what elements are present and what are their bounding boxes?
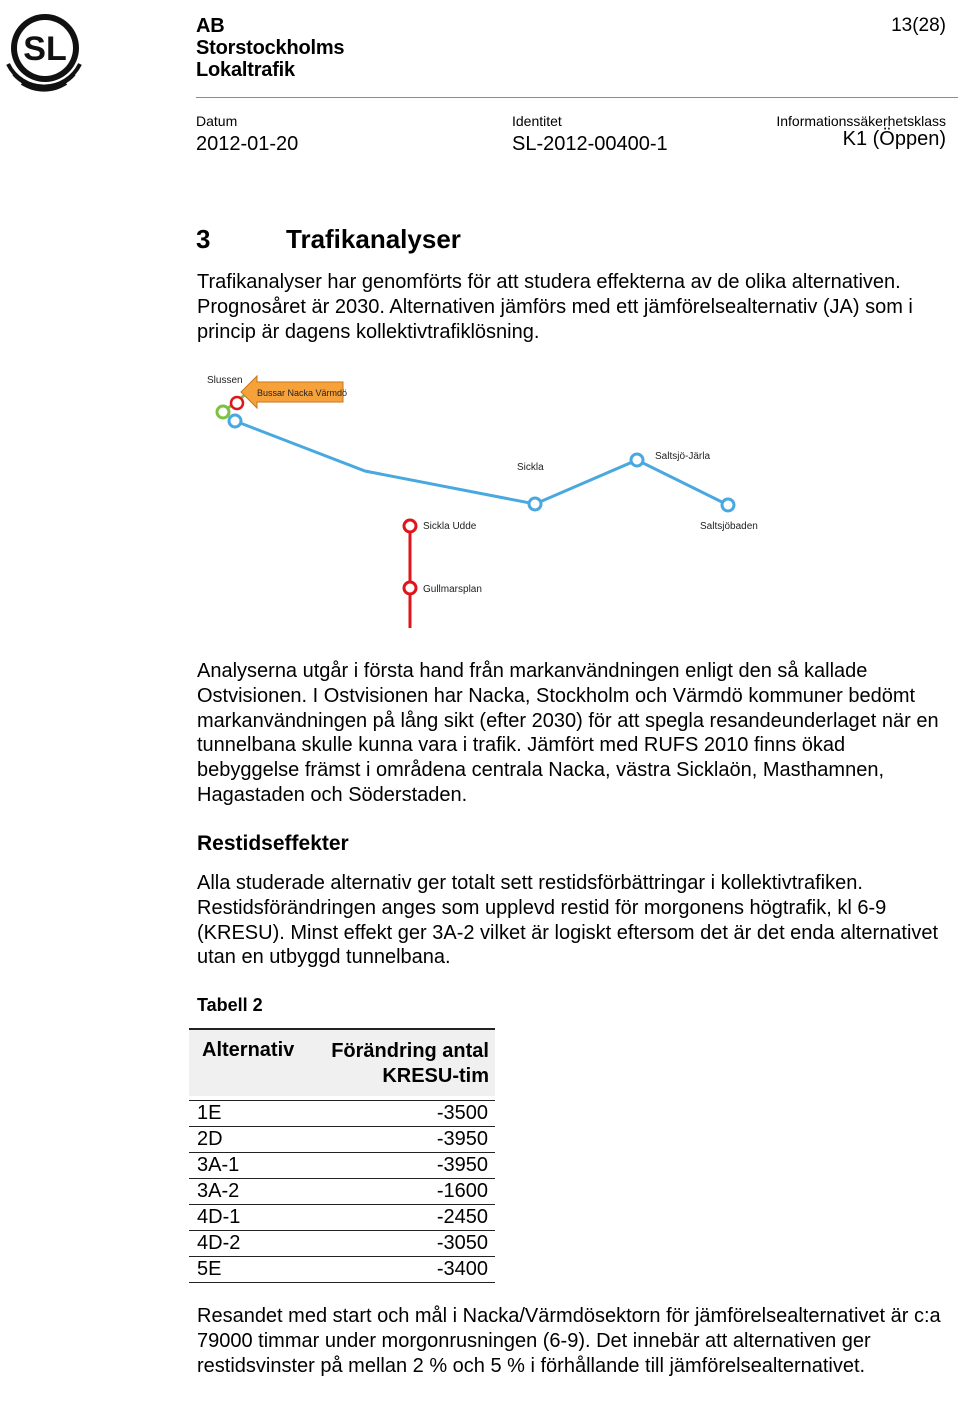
classification-label: Informationssäkerhetsklass [776, 113, 946, 129]
kresu-table [189, 1028, 495, 1283]
table-row [189, 1179, 495, 1205]
station-sickla-udde [404, 520, 416, 532]
cell-value: -1600 [436, 1180, 488, 1202]
paragraph-restid: Alla studerade alternativ ger totalt sett restidsförbättringar i kollektivtrafiken. Restidsförändringen anges som upplevd restid för morgonens högtrafik, kl 6-9 (KRESU). Minst effekt ger 3A-2 vilket är logiskt eftersom det är det enda alternativet utan en utbyggd tunnelbana. [197, 872, 939, 969]
header-alternativ: Alternativ [202, 1039, 295, 1061]
table-row [189, 1257, 495, 1283]
table-row [189, 1100, 495, 1127]
subheading-restidseffekter: Restidseffekter [197, 832, 349, 855]
paragraph-resandet: Resandet med start och mål i Nacka/Värmdösektorn för jämförelsealternativet är c:a 79000 timmar under morgonrusningen (6-9). Det innebär att alternativen ger restidsvinster på mellan 2 % och 5 % i förhållande till jämförelsealternativet. [197, 1305, 941, 1377]
station-slussen-blue [229, 415, 241, 427]
cell-alternativ: 4D-2 [197, 1232, 241, 1254]
org-line-1: AB [196, 15, 225, 37]
svg-text:SL: SL [23, 30, 67, 68]
table-header [189, 1028, 495, 1096]
intro-paragraph: Trafikanalyser har genomförts för att studera effekterna av de olika alternativen. Prognosåret är 2030. Alternativen jämförs med ett jämförelsealternativ (JA) som i princip är dagens kollektivtrafiklösning. [197, 271, 913, 343]
label-gullmarsplan: Gullmarsplan [423, 584, 482, 595]
header-forandring [331, 1039, 489, 1089]
label-sickla: Sickla [517, 462, 544, 473]
station-slussen-red [231, 397, 243, 409]
section-heading [196, 224, 461, 255]
org-line-3: Lokaltrafik [196, 59, 295, 81]
table-row [189, 1205, 495, 1231]
classification-value: K1 (Öppen) [842, 128, 946, 150]
label-saltsjo-jarla: Saltsjö-Järla [655, 451, 711, 462]
page-number: 13(28) [891, 15, 946, 36]
org-line-2: Storstockholms [196, 37, 345, 59]
cell-value: -3500 [436, 1102, 488, 1124]
cell-alternativ: 3A-2 [197, 1180, 240, 1202]
cell-value: -3950 [436, 1128, 488, 1150]
station-sickla [529, 498, 541, 510]
table-row [189, 1127, 495, 1153]
cell-value: -3950 [436, 1154, 488, 1176]
table-caption: Tabell 2 [197, 995, 263, 1015]
label-bus: Bussar Nacka Värmdö [257, 388, 348, 398]
cell-alternativ: 4D-1 [197, 1206, 241, 1228]
station-slussen-green [217, 406, 229, 418]
organization-name [196, 15, 344, 81]
station-gullmarsplan [404, 582, 416, 594]
date-label: Datum [196, 113, 238, 129]
sl-logo-icon [0, 8, 90, 94]
section-number: 3 [196, 224, 211, 254]
table-row [189, 1231, 495, 1257]
header-divider [196, 97, 958, 98]
cell-value: -3050 [436, 1232, 488, 1254]
cell-alternativ: 5E [197, 1258, 222, 1280]
identity-value: SL-2012-00400-1 [512, 133, 668, 155]
section-title: Trafikanalyser [286, 224, 461, 254]
date-value: 2012-01-20 [196, 133, 299, 155]
identity-label: Identitet [512, 113, 562, 129]
station-saltsjobaden [722, 499, 734, 511]
blue-line [235, 421, 728, 505]
label-slussen: Slussen [207, 375, 243, 386]
cell-alternativ: 2D [197, 1128, 223, 1150]
network-map [195, 368, 775, 633]
table-row [189, 1153, 495, 1179]
cell-alternativ: 3A-1 [197, 1154, 240, 1176]
label-sickla-udde: Sickla Udde [423, 521, 477, 532]
label-saltsjobaden: Saltsjöbaden [700, 521, 758, 532]
cell-value: -3400 [436, 1258, 488, 1280]
header-forandring-line1: Förändring antal [331, 1040, 489, 1062]
station-saltsjo-jarla [631, 454, 643, 466]
header-forandring-line2: KRESU-tim [382, 1065, 489, 1087]
cell-alternativ: 1E [197, 1102, 222, 1124]
paragraph-ostvisionen: Analyserna utgår i första hand från markanvändningen enligt den så kallade Ostvisionen. I Ostvisionen har Nacka, Stockholm och Värmdö kommuner bedömt markanvändningen på lång sikt (efter 2030) för att spegla resandeunderlaget när en tunnelbana skulle kunna vara i trafik. Jämfört med RUFS 2010 finns ökad bebyggelse främst i områdena centrala Nacka, västra Sicklaön, Masthamnen, Hagastaden och Söderstaden. [197, 660, 939, 806]
cell-value: -2450 [436, 1206, 488, 1228]
